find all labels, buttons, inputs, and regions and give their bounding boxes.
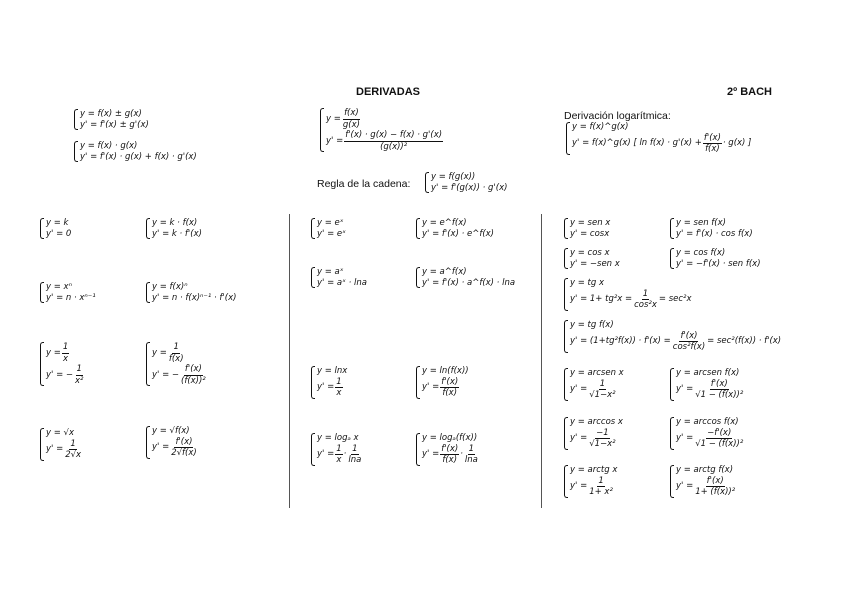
denominator: (f(x))²: [181, 375, 206, 386]
numerator: 1: [599, 378, 606, 389]
formula-line: y' = −sen x: [570, 258, 620, 269]
formula-text: y' =: [570, 384, 588, 395]
fraction: [168, 343, 185, 363]
numerator: 1: [352, 443, 358, 454]
formula-text: = sec²x: [658, 294, 692, 305]
formula-text: y' =: [46, 444, 64, 455]
formula-line: y = arcsen f(x): [676, 368, 740, 378]
formula-text: y' =: [422, 449, 440, 460]
sum-rule: [74, 109, 149, 130]
numerator: 1: [598, 475, 604, 486]
formula-line: y = ln(f(x)): [422, 366, 469, 376]
brace: [564, 417, 568, 450]
brace: [670, 465, 674, 498]
formula-line: y = sen x: [570, 218, 611, 228]
power-f-rule: [146, 282, 236, 303]
numerator: f'(x): [441, 443, 459, 454]
fraction: [62, 343, 69, 363]
formula-line: y' = f'(x) · cos f(x): [676, 228, 753, 239]
denominator: lna: [348, 455, 362, 465]
denominator: f(x): [442, 388, 458, 398]
formula-line: y = cos x: [570, 248, 610, 258]
formula-text: y =: [46, 347, 61, 358]
fraction: [64, 440, 82, 460]
ln-f-rule: [416, 366, 469, 399]
column-divider: [289, 214, 290, 508]
formula-text: y' =: [570, 481, 588, 492]
inverse-f-rule: [146, 342, 208, 386]
formula-text: y' =: [317, 382, 335, 393]
numerator: f'(x): [710, 378, 728, 389]
fraction: [588, 477, 614, 497]
brace: [311, 366, 315, 399]
column-divider: [541, 214, 542, 508]
brace: [311, 267, 315, 288]
log-rule: [311, 433, 363, 466]
formula-line: y = logₐ x: [317, 433, 359, 443]
formula-text: y' =: [152, 442, 170, 453]
product-rule: [74, 141, 197, 162]
denominator: x²: [75, 375, 84, 386]
exp-f-rule: [416, 218, 494, 239]
brace: [564, 368, 568, 401]
numerator: f'(x): [441, 376, 459, 387]
formula-line: y' = eˣ: [317, 228, 346, 239]
formula-line: y = arccos f(x): [676, 417, 739, 427]
formula-text: y' = f(x)^g(x) [ ln f(x) · g'(x) +: [572, 138, 702, 149]
denominator: cos²f(x): [672, 342, 706, 352]
fraction: [588, 429, 616, 449]
denominator: (g(x))²: [380, 141, 408, 152]
brace: [40, 342, 44, 386]
ax-rule: [311, 267, 367, 288]
formula-text: y' =: [326, 135, 344, 146]
denominator: x: [336, 388, 342, 398]
arccos-rule: [564, 417, 623, 450]
denominator: 1+ (f(x))²: [695, 487, 736, 497]
inverse-rule: [40, 342, 85, 386]
numerator: 1: [642, 288, 649, 299]
formula-line: y = eˣ: [317, 218, 344, 228]
formula-text: ·: [343, 449, 347, 460]
formula-line: y = tg f(x): [570, 320, 614, 330]
brace: [564, 465, 568, 498]
log-diff-rule: [566, 122, 751, 155]
exp-rule: [311, 218, 346, 239]
formula-line: y = logₐ(f(x)): [422, 433, 478, 443]
sin-f-rule: [670, 218, 753, 239]
formula-line: y' = n · xⁿ⁻¹: [46, 292, 96, 303]
numerator: f'(x): [184, 364, 202, 374]
brace: [425, 172, 429, 193]
formula-line: y = √x: [46, 428, 75, 438]
fraction: [440, 378, 459, 398]
fraction: [342, 109, 361, 129]
formula-line: y = sen f(x): [676, 218, 726, 228]
fraction: [633, 290, 658, 310]
fraction: [694, 477, 736, 497]
ax-f-rule: [416, 267, 515, 288]
formula-text: y' = −: [152, 369, 180, 380]
cos-rule: [564, 248, 620, 269]
brace: [311, 433, 315, 466]
numerator: 1: [336, 376, 342, 387]
sqrt-rule: [40, 428, 83, 461]
denominator: √1−x²: [589, 439, 616, 449]
formula-line: y = f(x)^g(x): [572, 122, 629, 132]
fraction: [672, 332, 706, 352]
numerator: f'(x) · g(x) − f(x) · g'(x): [345, 130, 443, 140]
fraction: [170, 438, 197, 458]
fraction: [588, 380, 616, 400]
formula-line: y' = n · f(x)ⁿ⁻¹ · f'(x): [152, 292, 237, 303]
formula-text: y =: [326, 113, 341, 124]
fraction: [74, 365, 84, 385]
brace: [146, 342, 150, 386]
formula-text: y' =: [570, 433, 588, 444]
formula-text: y' =: [676, 433, 694, 444]
numerator: 1: [62, 342, 69, 352]
formula-line: y = f(x)ⁿ: [152, 282, 188, 292]
formula-line: y' = 0: [46, 228, 72, 239]
formula-line: y' = f'(x) · g(x) + f(x) · g'(x): [80, 151, 197, 162]
numerator: f'(x): [680, 330, 698, 341]
formula-line: y = cos f(x): [676, 248, 726, 258]
formula-text: y' =: [676, 384, 694, 395]
const-rule: [40, 218, 71, 239]
brace: [74, 141, 78, 162]
denominator: f(x): [705, 144, 720, 154]
denominator: 1+ x²: [589, 487, 613, 497]
brace: [564, 278, 568, 311]
denominator: √1 − (f(x))²: [695, 390, 744, 400]
numerator: 1: [468, 443, 475, 454]
arcsin-f-rule: [670, 368, 745, 401]
brace: [40, 428, 44, 461]
denominator: 2√f(x): [171, 448, 197, 458]
formula-text: y' = 1+ tg²x =: [570, 294, 633, 305]
denominator: lna: [464, 455, 478, 465]
formula-line: y = k · f(x): [152, 218, 198, 228]
formula-line: y = √f(x): [152, 426, 190, 436]
denominator: 2√x: [65, 450, 82, 460]
formula-line: y = f(x) ± g(x): [80, 109, 142, 119]
arctg-rule: [564, 465, 617, 498]
formula-text: · g(x) ]: [722, 138, 752, 149]
brace: [146, 282, 150, 303]
brace: [320, 108, 324, 152]
brace: [311, 218, 315, 239]
chain-rule-label: Regla de la cadena:: [317, 178, 411, 190]
brace: [40, 218, 44, 239]
formula-line: y = lnx: [317, 366, 348, 376]
brace: [416, 366, 420, 399]
brace: [670, 218, 674, 239]
formula-text: y' =: [676, 481, 694, 492]
numerator: 1: [173, 342, 179, 352]
formula-text: y' =: [317, 449, 335, 460]
formula-line: y = arccos x: [570, 417, 623, 427]
numerator: f(x): [344, 108, 359, 118]
formula-text: ·: [460, 449, 463, 460]
log-f-rule: [416, 433, 480, 466]
kf-rule: [146, 218, 202, 239]
quotient-rule: [320, 108, 444, 152]
brace: [564, 320, 568, 353]
numerator: 1: [76, 364, 82, 374]
fraction: [180, 365, 207, 385]
formula-line: y' = f'(x) ± g'(x): [80, 119, 149, 130]
brace: [564, 248, 568, 269]
formula-line: y' = k · f'(x): [152, 228, 202, 239]
brace: [74, 109, 78, 130]
brace: [146, 218, 150, 239]
fraction: [703, 134, 722, 154]
formula-line: y = tg x: [570, 278, 605, 288]
fraction: [440, 445, 459, 465]
formula-text: y =: [152, 347, 167, 358]
denominator: x: [336, 455, 342, 465]
fraction: [694, 380, 744, 400]
formula-line: y' = f'(x) · e^f(x): [422, 228, 494, 239]
log-diff-label: Derivación logarítmica:: [564, 110, 671, 122]
denominator: cos²x: [634, 300, 657, 310]
brace: [146, 426, 150, 459]
numerator: 1: [70, 438, 76, 449]
fraction: [344, 131, 443, 151]
formula-text: y' =: [422, 382, 440, 393]
formula-line: y = aˣ: [317, 267, 344, 277]
numerator: 1: [336, 443, 342, 454]
fraction: [335, 378, 342, 398]
brace: [416, 433, 420, 466]
arccos-f-rule: [670, 417, 745, 450]
formula-line: y = e^f(x): [422, 218, 467, 228]
formula-line: y = a^f(x): [422, 267, 467, 277]
ln-rule: [311, 366, 347, 399]
formula-line: y = arcsen x: [570, 368, 624, 378]
formula-text: y' = (1+tg²f(x)) · f'(x) =: [570, 336, 671, 347]
fraction: [347, 445, 362, 465]
fraction: [464, 445, 479, 465]
formula-line: y = f(x) · g(x): [80, 141, 138, 151]
sin-rule: [564, 218, 610, 239]
brace: [40, 282, 44, 303]
denominator: g(x): [342, 119, 360, 130]
course-label: 2º BACH: [727, 86, 772, 98]
formula-line: y = f(g(x)): [431, 172, 476, 182]
denominator: x: [63, 353, 69, 364]
formula-line: y' = f'(g(x)) · g'(x): [431, 182, 508, 193]
fraction: [335, 445, 342, 465]
formula-line: y = arctg x: [570, 465, 618, 475]
brace: [416, 267, 420, 288]
brace: [416, 218, 420, 239]
brace: [670, 417, 674, 450]
fraction: [694, 429, 744, 449]
formula-text: = sec²(f(x)) · f'(x): [707, 336, 782, 347]
chain-rule: [425, 172, 507, 193]
sqrt-f-rule: [146, 426, 199, 459]
brace: [670, 248, 674, 269]
tg-f-rule: [564, 320, 781, 353]
numerator: f'(x): [703, 132, 721, 143]
arcsin-rule: [564, 368, 624, 401]
numerator: −f'(x): [707, 427, 732, 438]
denominator: f(x): [168, 353, 184, 364]
formula-text: y' = −: [46, 369, 74, 380]
formula-line: y = k: [46, 218, 69, 228]
numerator: −1: [596, 427, 609, 438]
numerator: f'(x): [706, 475, 724, 486]
brace: [564, 218, 568, 239]
denominator: √1−x²: [589, 390, 616, 400]
brace: [670, 368, 674, 401]
denominator: f(x): [442, 455, 458, 465]
formula-line: y' = aˣ · lna: [317, 277, 367, 288]
formula-line: y = arctg f(x): [676, 465, 734, 475]
cos-f-rule: [670, 248, 761, 269]
formula-line: y = xⁿ: [46, 282, 72, 292]
formula-line: y' = −f'(x) · sen f(x): [676, 258, 761, 269]
page-title: DERIVADAS: [356, 86, 420, 98]
power-rule: [40, 282, 96, 303]
tg-rule: [564, 278, 691, 311]
arctg-f-rule: [670, 465, 737, 498]
denominator: √1 − (f(x))²: [695, 439, 744, 449]
formula-line: y' = cosx: [570, 228, 610, 239]
brace: [566, 122, 570, 155]
numerator: f'(x): [175, 436, 193, 447]
formula-line: y' = f'(x) · a^f(x) · lna: [422, 277, 516, 288]
